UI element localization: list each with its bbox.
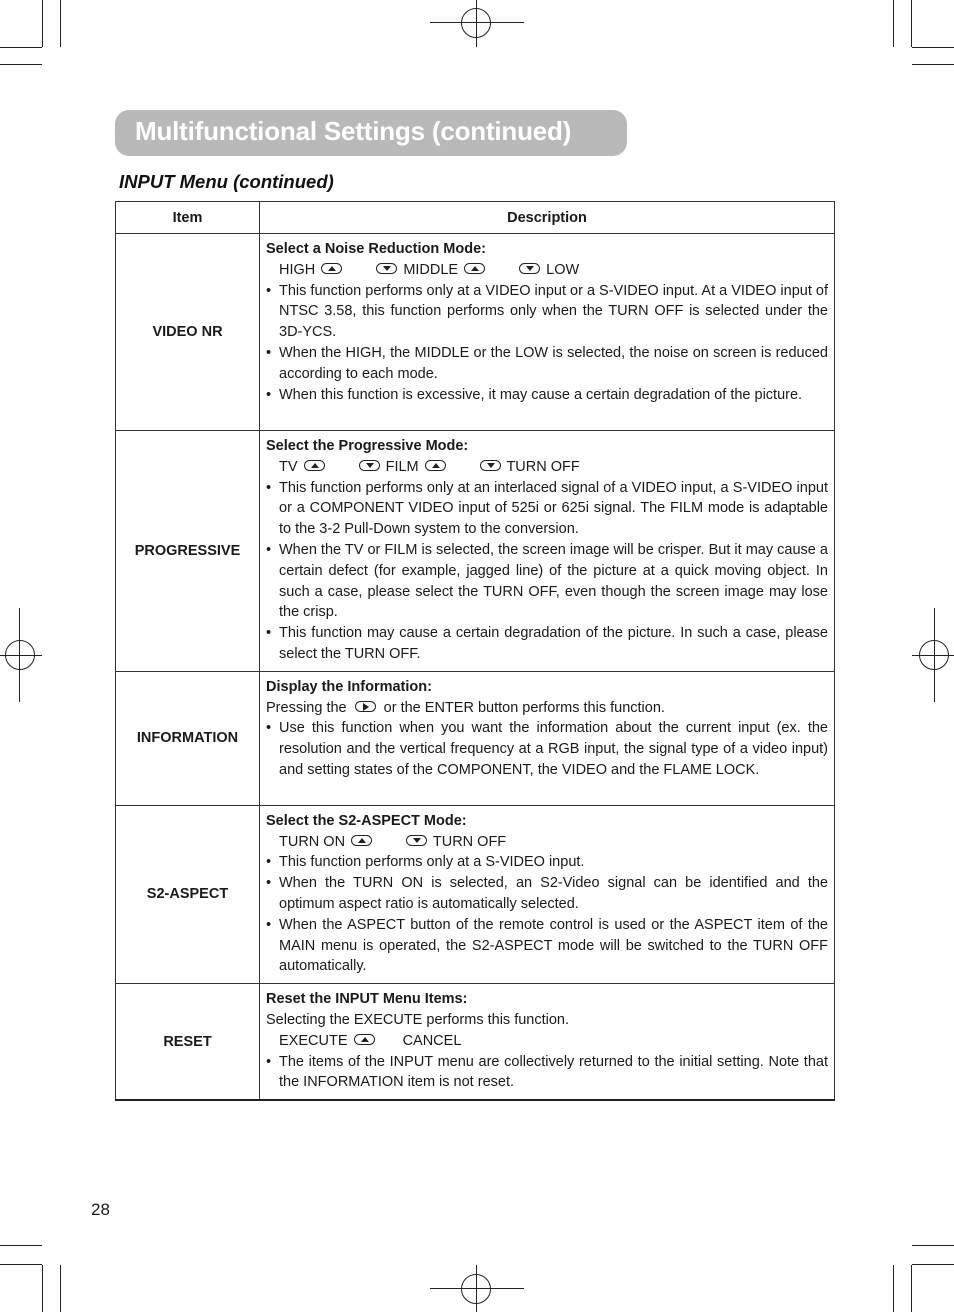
table-row-video-nr: [116, 234, 835, 431]
description-line: Selecting the EXECUTE performs this function.: [266, 1011, 570, 1028]
bullet-text: • When the ASPECT button of the remote control is used or the ASPECT item of the MAIN menu is operated, the S2-ASPECT mode will be switched to the TURN OFF automatically.: [266, 915, 828, 977]
down-arrow-icon: [480, 460, 501, 471]
crop-mark: [0, 1264, 42, 1265]
option-label: HIGH: [279, 261, 316, 278]
section-subtitle: INPUT Menu (continued): [119, 171, 334, 192]
bullet-text: • When the TURN ON is selected, an S2-Video signal can be identified and the optimum aspect ratio is automatically selected.: [266, 873, 828, 915]
crop-mark: [911, 0, 912, 47]
bullet-text: • This function performs only at a VIDEO input or a S-VIDEO input. At a VIDEO input of NTSC 3.58, this function performs only when the TURN OFF is selected under the 3D-YCS.: [266, 281, 828, 343]
description-heading: Display the Information:: [266, 678, 432, 695]
header-item: Item: [116, 202, 260, 234]
down-arrow-icon: [376, 263, 397, 274]
option-label: EXECUTE: [279, 1032, 348, 1049]
bullet-text: • Use this function when you want the information about the current input (ex. the resolution and the vertical frequency at a RGB input, the signal type of a video input) and setting states of the COMPONENT, the VIDEO and the FLAME LOCK.: [266, 718, 828, 780]
table-row-information: [116, 671, 835, 805]
crop-mark: [912, 47, 954, 48]
crop-mark: [42, 1265, 43, 1312]
up-arrow-icon: [321, 263, 342, 274]
crop-mark: [0, 47, 42, 48]
up-arrow-icon: [354, 1034, 375, 1045]
registration-circle-icon: [461, 8, 491, 38]
up-arrow-icon: [351, 835, 372, 846]
crop-mark: [0, 64, 42, 65]
option-sequence: [266, 260, 828, 281]
registration-circle-icon: [461, 1274, 491, 1304]
bullet-text: • This function performs only at an interlaced signal of a VIDEO input, a S-VIDEO input or a COMPONENT VIDEO input of 525i or 625i signal. The FILM mode is adaptable to the 3-2 Pull-Down system to the conversion.: [266, 478, 828, 540]
up-arrow-icon: [304, 460, 325, 471]
description-line: [266, 698, 828, 719]
crop-mark: [912, 64, 954, 65]
description-s2-aspect: [260, 805, 835, 983]
item-progressive: PROGRESSIVE: [116, 431, 260, 672]
registration-circle-icon: [919, 640, 949, 670]
crop-mark: [60, 1265, 61, 1312]
description-heading: Select the Progressive Mode:: [266, 438, 469, 454]
crop-mark: [42, 0, 43, 47]
description-video-nr: [260, 234, 835, 431]
option-label: TURN OFF: [432, 833, 507, 850]
crop-mark: [912, 1264, 954, 1265]
item-s2-aspect: S2-ASPECT: [116, 805, 260, 983]
option-label: TURN OFF: [506, 458, 580, 475]
crop-mark: [893, 0, 894, 47]
crop-mark: [60, 0, 61, 47]
description-progressive: [260, 431, 835, 672]
crop-mark: [0, 1245, 42, 1246]
option-label: LOW: [546, 261, 580, 278]
description-reset: [260, 984, 835, 1100]
crop-mark: [912, 1245, 954, 1246]
option-sequence: [266, 1031, 828, 1052]
option-sequence: [266, 457, 828, 478]
item-information: INFORMATION: [116, 671, 260, 805]
description-heading: Select a Noise Reduction Mode:: [266, 241, 486, 257]
down-arrow-icon: [519, 263, 540, 274]
option-label: CANCEL: [402, 1032, 462, 1049]
input-menu-table: [115, 201, 835, 1101]
down-arrow-icon: [359, 460, 380, 471]
bullet-text: • When this function is excessive, it may cause a certain degradation of the picture.: [266, 385, 828, 406]
bullet-text: • The items of the INPUT menu are collectively returned to the initial setting. Note that the INFORMATION item is not reset.: [266, 1052, 828, 1094]
up-arrow-icon: [464, 263, 485, 274]
table-row-s2-aspect: [116, 805, 835, 983]
bullet-text: • This function may cause a certain degradation of the picture. In such a case, please select the TURN OFF.: [266, 623, 828, 665]
crop-mark: [911, 1265, 912, 1312]
bullet-text: • This function performs only at a S-VIDEO input.: [266, 852, 828, 873]
line-text: or the ENTER button performs this function.: [383, 699, 665, 716]
bullet-text: • When the TV or FILM is selected, the screen image will be crisper. But it may cause a certain defect (for example, jagged line) of the picture at a quick moving object. In such a case, please select the TURN OFF, even though the screen image may lose the crisp.: [266, 540, 828, 623]
header-description: Description: [260, 202, 835, 234]
description-information: [260, 671, 835, 805]
item-reset: RESET: [116, 984, 260, 1100]
item-video-nr: VIDEO NR: [116, 234, 260, 431]
option-label: FILM: [385, 458, 419, 475]
registration-circle-icon: [5, 640, 35, 670]
option-label: TURN ON: [279, 833, 346, 850]
up-arrow-icon: [425, 460, 446, 471]
page-title: Multifunctional Settings (continued): [135, 116, 572, 146]
option-label: TV: [279, 458, 298, 475]
page-number: 28: [91, 1200, 110, 1219]
page-title-banner: [115, 110, 627, 156]
down-arrow-icon: [406, 835, 427, 846]
option-label: MIDDLE: [403, 261, 459, 278]
table-row-reset: [116, 984, 835, 1100]
right-arrow-icon: [355, 701, 376, 712]
description-heading: Reset the INPUT Menu Items:: [266, 991, 468, 1008]
table-header-row: [116, 202, 835, 234]
description-heading: Select the S2-ASPECT Mode:: [266, 812, 467, 829]
bullet-text: • When the HIGH, the MIDDLE or the LOW is selected, the noise on screen is reduced according to each mode.: [266, 343, 828, 385]
option-sequence: [266, 832, 828, 853]
crop-mark: [893, 1265, 894, 1312]
table-row-progressive: [116, 431, 835, 672]
line-text: Pressing the: [266, 699, 347, 716]
